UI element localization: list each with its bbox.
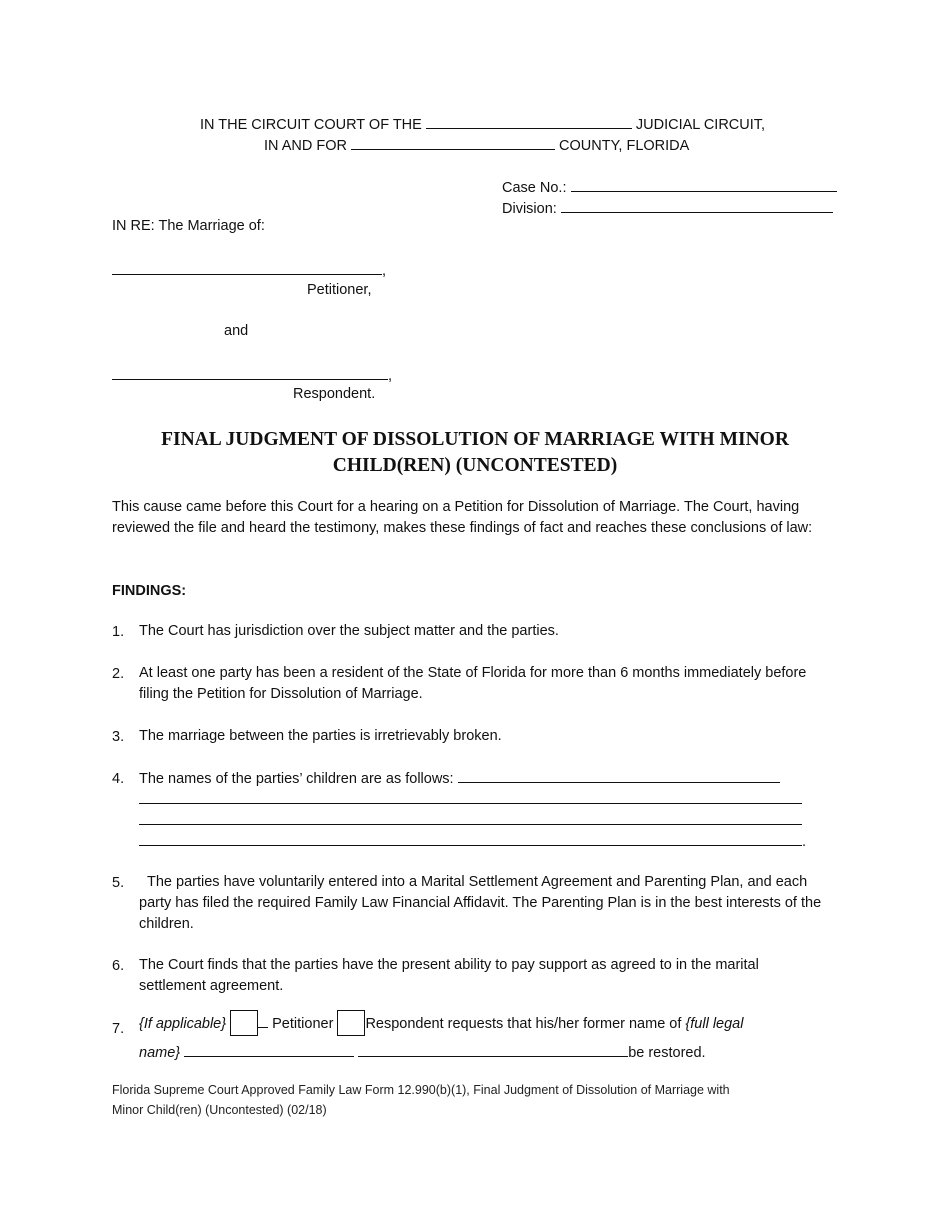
finding-7-line-2: name} be restored. [139, 1042, 706, 1062]
finding-6-text: The Court finds that the parties have the present ability to pay support as agreed to in the marital settlement agreement. [139, 957, 759, 994]
document-title-line1: FINAL JUDGMENT OF DISSOLUTION OF MARRIAGE WITH MINOR [161, 429, 789, 450]
finding-2-number: 2. [112, 666, 125, 682]
intro-paragraph: This cause came before this Court for a hearing on a Petition for Dissolution of Marriage. The Court, having reviewed the file and heard the testimony, makes these findings of fact and reaches these conclusions of law: [112, 499, 813, 536]
petitioner-checkbox[interactable] [230, 1010, 258, 1036]
petitioner-check-underline [258, 1013, 268, 1028]
finding-1-text: The Court has jurisdiction over the subject matter and the parties. [139, 623, 559, 639]
children-names-field-2[interactable] [139, 789, 802, 804]
children-names-field-4[interactable] [139, 831, 802, 846]
court-header-line2: IN AND FOR COUNTY, FLORIDA [264, 135, 689, 155]
form-footer-line2: Minor Child(ren) (Uncontested) (02/18) [112, 1103, 327, 1117]
petitioner-label: Petitioner, [307, 282, 372, 298]
finding-7-number: 7. [112, 1021, 125, 1037]
respondent-checkbox[interactable] [337, 1010, 365, 1036]
petitioner-name-field[interactable] [112, 260, 382, 275]
finding-4-text: The names of the parties’ children are as follows: [139, 768, 780, 790]
former-name-field-1[interactable] [184, 1042, 354, 1057]
form-footer [112, 1080, 852, 1120]
and-label: and [224, 323, 249, 339]
finding-3-text: The marriage between the parties is irretrievably broken. [139, 728, 502, 744]
in-re-caption: IN RE: The Marriage of: [112, 218, 265, 234]
court-header-line1: IN THE CIRCUIT COURT OF THE JUDICIAL CIRCUIT, [200, 114, 765, 134]
division-row: Division: [502, 198, 833, 218]
finding-7-line-1: {If applicable} Petitioner Respondent requests that his/her former name of {full legal [139, 1010, 743, 1037]
children-names-line-4: . [139, 831, 806, 851]
finding-5-number: 5. [112, 875, 125, 891]
findings-heading: FINDINGS: [112, 583, 187, 599]
division-field[interactable] [561, 198, 833, 213]
children-names-line-2 [139, 789, 802, 809]
children-names-line-3 [139, 810, 802, 830]
case-number-row: Case No.: [502, 177, 837, 197]
finding-3-number: 3. [112, 729, 125, 745]
county-field[interactable] [351, 135, 555, 150]
respondent-name-field[interactable] [112, 365, 388, 380]
respondent-label: Respondent. [293, 386, 376, 402]
respondent-name-row: , [112, 365, 392, 385]
children-names-field-3[interactable] [139, 810, 802, 825]
finding-4-number: 4. [112, 771, 125, 787]
finding-2-text: At least one party has been a resident of the State of Florida for more than 6 months immediately before filing the Petition for Dissolution of Marriage. [139, 665, 807, 702]
case-number-field[interactable] [571, 177, 837, 192]
petitioner-name-row: , [112, 260, 386, 280]
finding-6-number: 6. [112, 958, 125, 974]
judicial-circuit-field[interactable] [426, 114, 632, 129]
document-title-line2: CHILD(REN) (UNCONTESTED) [332, 455, 618, 476]
children-names-field-1[interactable] [458, 768, 780, 783]
form-footer-line1: Florida Supreme Court Approved Family Law Form 12.990(b)(1), Final Judgment of Dissolution of Marriage with [112, 1083, 730, 1097]
finding-1-number: 1. [112, 624, 125, 640]
former-name-field-2[interactable] [358, 1042, 628, 1057]
finding-5-text: The parties have voluntarily entered into a Marital Settlement Agreement and Parenting Plan, and each party has filed the required Family Law Financial Affidavit. The Parenting Plan is in the best interests of the children. [139, 874, 822, 932]
